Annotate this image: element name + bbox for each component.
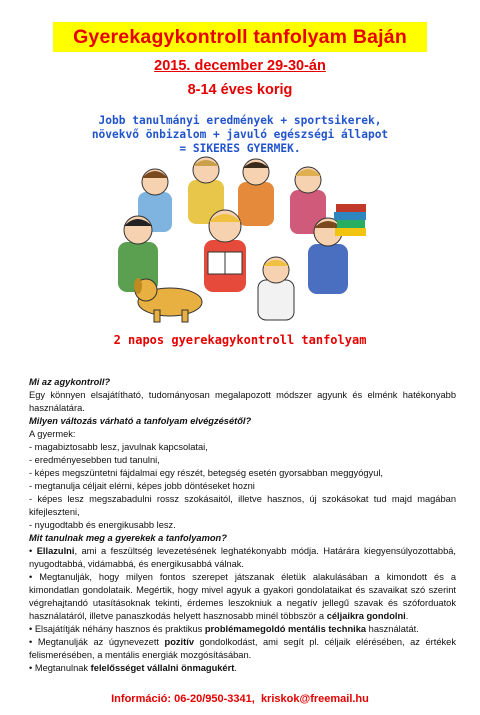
question-heading: Mi az agykontroll? [29,377,111,387]
bullet-item: • Megtanulnak felelősséget vállalni önmagukért. [29,663,237,673]
list-item: - magabiztosabb lesz, javulnak kapcsolatai, [29,442,208,452]
contact-footer [0,693,480,705]
list-item: - eredményesebben tud tanulni, [29,455,160,465]
bullet-item: • Elsajátítják néhány hasznos és praktikus problémamegoldó mentális technika használatát. [29,624,419,634]
dog-figure [134,278,202,322]
question-heading: Milyen változás várható a tanfolyam elvégzésétől? [29,416,252,426]
list-item: - megtanulja céljait elérni, képes jobb döntéseket hozni [29,481,255,491]
bullet-item: • Megtanulják az úgynevezett pozitív gondolkodást, ami segít pl. céljaik elérésében, az értékek felismerésében, a mentális energiák mozgósításában. [29,637,456,660]
child-figure [238,159,274,226]
question-heading: Mit tanulnak meg a gyerekek a tanfolyamon? [29,533,227,543]
paragraph: A gyermek: [29,429,76,439]
contact-email[interactable]: kriskok@freemail.hu [260,693,369,705]
bullet-item: • Megtanulják, hogy milyen fontos szerepet játszanak életük alakulásában a kimondott és a kimondatlan gondolataik. Megértik, hogy mivel agyuk a gyakori gondolataikat és szavaikat szó szerint végrehajtandó utasításoknak tekinti, érdemes leszokniuk a negatív jellegű szavak és szóforduatok használatáról, illetve panaszkodás helyett hasznosabb minél többször a céljaikra gondolni. [29,572,456,621]
list-item: - nyugodtabb és energikusabb lesz. [29,520,176,530]
list-item: - képes lesz megszabadulni rossz szokásaitól, illetve hasznos, új szokásokat tud majd magában kifejleszteni, [29,494,456,517]
page-title: Gyerekagykontroll tanfolyam Baján [73,25,407,48]
age-range: 8-14 éves korig [187,82,293,98]
document-body [29,376,456,675]
course-headline: 2 napos gyerekagykontroll tanfolyam [113,333,367,347]
child-figure [258,257,294,320]
slogan-line-1: Jobb tanulmányi eredmények + sportsikerek, [98,114,382,127]
slogan-line-3: = SIKERES GYERMEK. [179,142,301,155]
bullet-item: • Ellazulni, ami a feszültség levezetésének leghatékonyabb módja. Határára kiegyensúlyozottabbá, nyugodtabbá, vidámabbá, és energikusabbá válnak. [29,546,456,569]
slogan-line-2: növekvő önbizalom + javuló egészségi állapot [91,128,389,141]
children-reading-illustration [108,152,370,327]
paragraph: Egy könnyen elsajátítható, tudományosan megalapozott módszer agyunk és elménk hatékonyabb használatára. [29,390,456,413]
slogan [80,114,400,156]
book-stack [334,204,366,236]
course-date: 2015. december 29-30-án [154,58,326,74]
contact-phone: Információ: 06-20/950-3341, [111,693,255,705]
list-item: - képes megszüntetni fájdalmai egy részét, betegség esetén gyorsabban meggyógyul, [29,468,384,478]
child-figure [204,210,246,292]
title-banner [53,22,427,52]
